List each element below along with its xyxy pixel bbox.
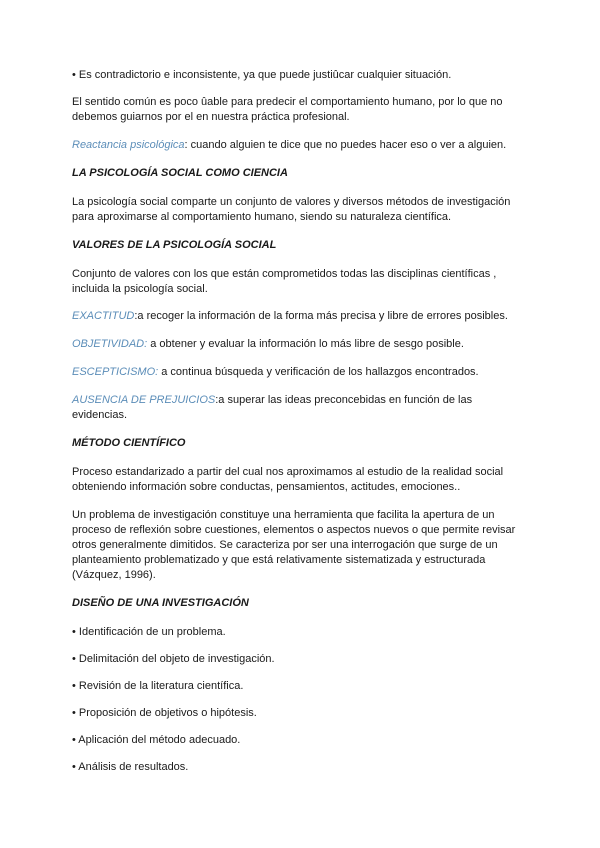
value-item-exactitud [72, 309, 522, 324]
heading-social-science: LA PSICOLOGÍA SOCIAL COMO CIENCIA [72, 167, 288, 179]
reactance-term: Reactancia psicológica [72, 139, 185, 151]
value-text: :a superar las ideas preconcebidas en función de las evidencias. [72, 394, 473, 421]
value-term: EXACTITUD [72, 310, 135, 322]
reactance-text: : cuando alguien te dice que no puedes hacer eso o ver a alguien. [184, 139, 507, 151]
social-science-paragraph: La psicología social comparte un conjunto de valores y diversos métodos de investigación para aproximarse al comportamiento humano, siendo su naturaleza científica. [72, 196, 511, 223]
list-item: • Análisis de resultados. [72, 761, 189, 773]
method-paragraph-1: Proceso estandarizado a partir del cual nos aproximamos al estudio de la realidad social obteniendo información sobre conductas, pensamientos, actitudes, emociones.. [72, 466, 504, 493]
list-item: • Identificación de un problema. [72, 626, 226, 638]
method-paragraph-2: Un problema de investigación constituye una herramienta que facilita la apertura de un proceso de reflexión sobre cuestiones, elementos o aspectos nuevos o que permite revisar otros generalmente dimitidos. Se caracteriza por ser una interrogación que surge de un planteamiento problematizado y que está relativamente sistematizada y estructurada (Vázquez, 1996). [72, 509, 516, 581]
document-page [72, 68, 522, 787]
value-item-objetividad [72, 337, 522, 352]
value-text: a continua búsqueda y verificación de los hallazgos encontrados. [158, 366, 479, 378]
common-sense-paragraph: El sentido común es poco ûable para predecir el comportamiento humano, por lo que no debemos guiarnos por el en nuestra práctica profesional. [72, 96, 503, 123]
heading-research-design: DISEÑO DE UNA INVESTIGACIÓN [72, 597, 249, 609]
bullet-contradictory: • Es contradictorio e inconsistente, ya que puede justiûcar cualquier situación. [72, 69, 452, 81]
reactance-paragraph [72, 138, 522, 153]
heading-scientific-method: MÉTODO CIENTÍFICO [72, 437, 186, 449]
value-text: :a recoger la información de la forma más precisa y libre de errores posibles. [134, 310, 508, 322]
list-item: • Delimitación del objeto de investigación. [72, 653, 275, 665]
heading-values: VALORES DE LA PSICOLOGÍA SOCIAL [72, 239, 277, 251]
value-item-prejuicios [72, 393, 522, 423]
value-term: OBJETIVIDAD: [72, 338, 148, 350]
value-text: a obtener y evaluar la información lo más libre de sesgo posible. [147, 338, 464, 350]
list-item: • Proposición de objetivos o hipótesis. [72, 707, 257, 719]
value-item-escepticismo [72, 365, 522, 380]
values-intro-paragraph: Conjunto de valores con los que están comprometidos todas las disciplinas científicas , incluida la psicología social. [72, 268, 497, 295]
value-term: AUSENCIA DE PREJUICIOS [72, 394, 216, 406]
list-item: • Revisión de la literatura científica. [72, 680, 244, 692]
value-term: ESCEPTICISMO: [72, 366, 159, 378]
list-item: • Aplicación del método adecuado. [72, 734, 241, 746]
